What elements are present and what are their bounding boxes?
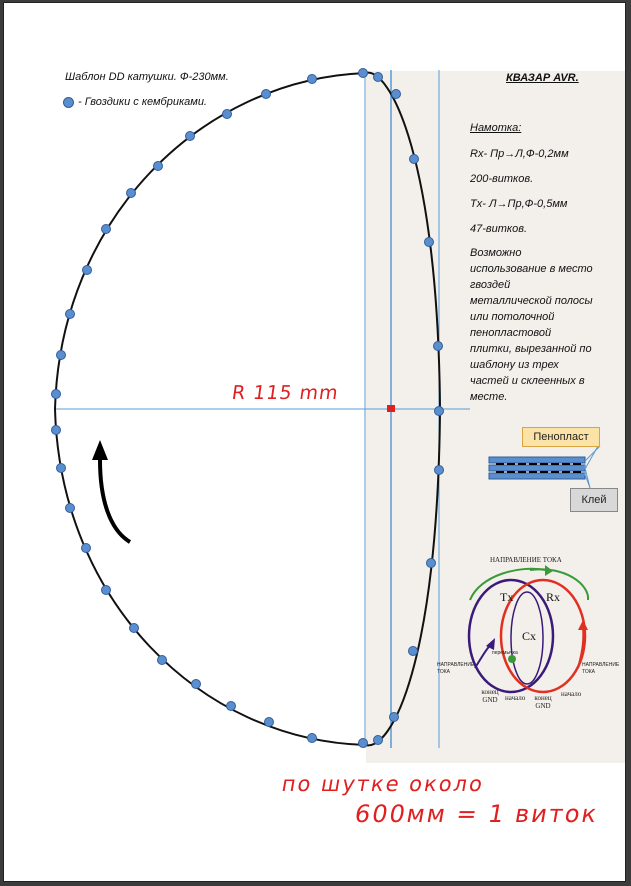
nail-marker (82, 544, 91, 553)
nail-marker (308, 734, 317, 743)
alternative-note: Возможно использование в место гвоздей металлической полосы или потолочной пенопластовой плитки, вырезанной по шаблону из трех частей и склеенных в месте. (470, 247, 593, 403)
template-title: Шаблон DD катушки. Ф-230мм. (65, 71, 229, 83)
diagram-tx-label: Tx (500, 590, 514, 604)
nail-marker (427, 559, 436, 568)
diagram-end-gnd-left: конец GND (481, 688, 499, 704)
diagram-start-left: начало (505, 694, 526, 702)
nail-marker (52, 426, 61, 435)
diagram-rx-label: Rx (546, 590, 561, 604)
nail-marker (410, 155, 419, 164)
nail-marker (359, 69, 368, 78)
nail-marker (158, 656, 167, 665)
diagram-start-right: начало (561, 690, 582, 698)
nail-legend-text: - Гвоздики с кембриками. (78, 96, 207, 108)
nail-marker (57, 464, 66, 473)
nail-marker (102, 586, 111, 595)
rx-turns: 200-витков. (470, 173, 534, 185)
nail-marker (435, 466, 444, 475)
nail-legend (63, 96, 207, 108)
nail-marker (66, 504, 75, 513)
winding-arrow-head (92, 440, 108, 460)
tx-turns: 47-витков. (470, 223, 528, 235)
diagram-direction-label: НАПРАВЛЕНИЕ ТОКА (490, 556, 562, 564)
nail-marker (390, 713, 399, 722)
diagram-cx-label: Cx (522, 629, 537, 643)
nail-marker (227, 702, 236, 711)
nail-marker (127, 189, 136, 198)
nail-marker (102, 225, 111, 234)
diagram-end-gnd-right: конец GND (534, 694, 552, 710)
nail-marker (223, 110, 232, 119)
diagram-dir-left: НАПРАВЛЕНИЕ ТОКА (437, 662, 475, 675)
radius-label: R 115 mm (230, 382, 341, 404)
nail-marker (392, 90, 401, 99)
nail-marker (154, 162, 163, 171)
nail-marker (374, 73, 383, 82)
nail-marker (435, 407, 444, 416)
nail-marker (192, 680, 201, 689)
diagram-dir-right: НАПРАВЛЕНИЕ ТОКА (582, 662, 620, 675)
nail-markers (52, 69, 444, 748)
center-point (387, 405, 395, 412)
nail-marker (265, 718, 274, 727)
nail-marker (262, 90, 271, 99)
nail-marker (186, 132, 195, 141)
brand-title: КВАЗАР AVR. (506, 72, 579, 84)
nail-marker (130, 624, 139, 633)
nail-marker (83, 266, 92, 275)
glue-label: Клей (570, 488, 618, 512)
nail-marker (425, 238, 434, 247)
nail-marker (57, 351, 66, 360)
nail-marker (52, 390, 61, 399)
nail-legend-dot (63, 97, 74, 108)
handwritten-note-line2: 600мм = 1 виток (352, 800, 601, 828)
handwritten-note-line1: по шутке около (279, 772, 487, 796)
diagram-jumper-label: перемычка (492, 650, 518, 656)
nail-marker (434, 342, 443, 351)
nail-marker (308, 75, 317, 84)
layer-illustration (489, 446, 600, 488)
nail-marker (409, 647, 418, 656)
nail-marker (66, 310, 75, 319)
rx-spec: Rx- Пр→Л,Ф-0,2мм (470, 148, 569, 160)
winding-direction-arrow (100, 460, 130, 542)
nail-marker (359, 739, 368, 748)
tx-spec: Tx- Л→Пр,Ф-0,5мм (470, 198, 568, 210)
foam-label: Пенопласт (522, 427, 600, 447)
nail-marker (374, 736, 383, 745)
winding-heading: Намотка: (470, 122, 522, 134)
